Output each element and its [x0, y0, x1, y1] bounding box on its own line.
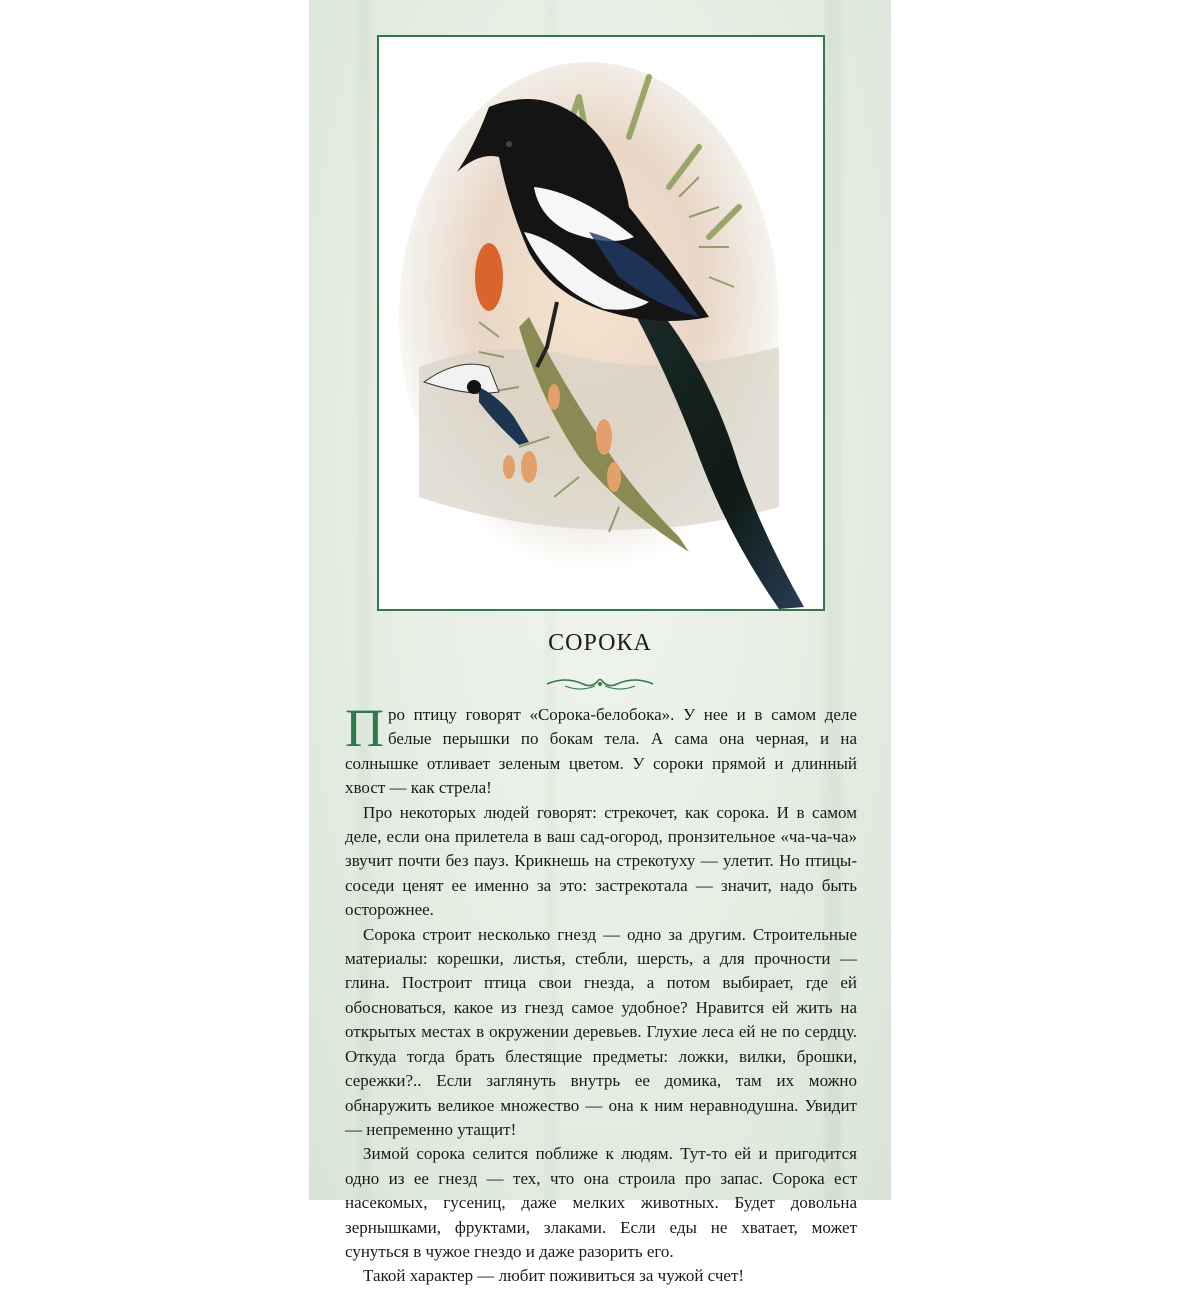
paragraph-5: Такой характер — любит поживиться за чужой счет!: [363, 1266, 745, 1286]
pine-cone: [475, 243, 503, 311]
paragraph-3: Сорока строит несколько гнезд — одно за другим. Строительные материалы: корешки, листья, стебли, шерсть, а для прочности — глина. Построит птица свои гнезда, а потом выбирает, где ей обосноваться, какое из гнезд самое удобное? Нравится ей жить на открытых местах в окружении деревьев. Глухие леса ей не по сердцу. Откуда тогда брать блестящие предметы: ложки, вилки, брошки, сережки?.. Если заглянуть внутрь ее домика, там их можно обнаружить великое множество — она к ним неравнодушна. Увидит — непременно утащит!: [345, 924, 857, 1139]
paragraph-4: Зимой сорока селится поближе к людям. Тут-то ей и пригодится одно из ее гнезд — тех, что она строила про запас. Сорока ест насекомых, гусениц, даже мелких животных. Будет довольна зернышками, фруктами, злаками. Если еды не хватает, может сунуться в чужое гнездо и даже разорить его.: [345, 1144, 857, 1261]
magpie-illustration: [379, 37, 823, 609]
drop-cap: П: [345, 698, 384, 758]
book-page: [309, 0, 891, 1286]
paragraph-2: Про некоторых людей говорят: стрекочет, как сорока. И в самом деле, если она прилетела в ваш сад-огород, пронзительное «ча-ча-ча» звучит почти без пауз. Крикнешь на стрекотуху — улетит. Но птицы-соседи ценят ее именно за это: застрекотала — значит, надо быть осторожнее.: [345, 802, 857, 920]
illustration-frame: [377, 35, 825, 611]
paragraph-1: Про птицу говорят «Сорока-белобока». У нее и в самом деле белые перышки по бокам тела. А сама она черная, и на солнышке отливает зеленым цветом. У сороки прямой и длинный хвост — как стрела!: [345, 698, 857, 798]
article-text: [345, 698, 857, 1289]
ornament-divider: [545, 672, 655, 696]
page-title: СОРОКА: [548, 630, 652, 656]
